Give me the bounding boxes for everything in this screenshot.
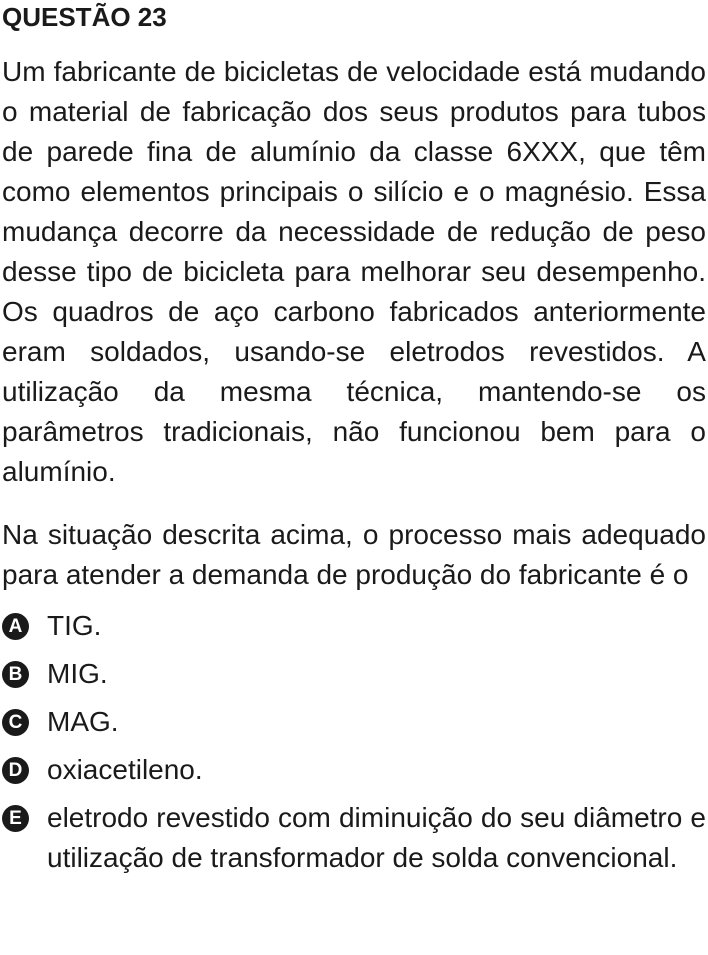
- option-c[interactable]: [2, 702, 706, 742]
- question-title: QUESTÃO 23: [2, 2, 167, 32]
- option-d-letter-badge: D: [2, 757, 29, 784]
- option-d[interactable]: [2, 750, 706, 790]
- option-c-text: MAG.: [47, 706, 119, 737]
- option-b-letter-badge: B: [2, 661, 29, 688]
- option-a-text: TIG.: [47, 610, 102, 641]
- option-e[interactable]: [2, 798, 706, 878]
- option-e-letter-badge: E: [2, 805, 29, 832]
- option-b-text: MIG.: [47, 658, 108, 689]
- option-b[interactable]: [2, 654, 706, 694]
- option-e-text: eletrodo revestido com diminuição do seu diâmetro e utilização de transformador de solda convencional.: [47, 802, 706, 873]
- question-statement: Um fabricante de bicicletas de velocidade está mudando o material de fabricação dos seus produtos para tubos de parede fina de alumínio da classe 6XXX, que têm como elementos principais o silício e o magnésio. Essa mudança decorre da necessidade de redução de peso desse tipo de bicicleta para melhorar seu desempenho. Os quadros de aço carbono fabricados anteriormente eram soldados, usando-se eletrodos revestidos. A utilização da mesma técnica, mantendo-se os parâmetros tradicionais, não funcionou bem para o alumínio.: [2, 56, 706, 487]
- option-d-text: oxiacetileno.: [47, 754, 203, 785]
- question-prompt: Na situação descrita acima, o processo mais adequado para atender a demanda de produção do fabricante é o: [2, 519, 706, 590]
- option-a-letter-badge: A: [2, 613, 29, 640]
- option-c-letter-badge: C: [2, 709, 29, 736]
- option-a[interactable]: [2, 606, 706, 646]
- answer-options: [2, 606, 706, 878]
